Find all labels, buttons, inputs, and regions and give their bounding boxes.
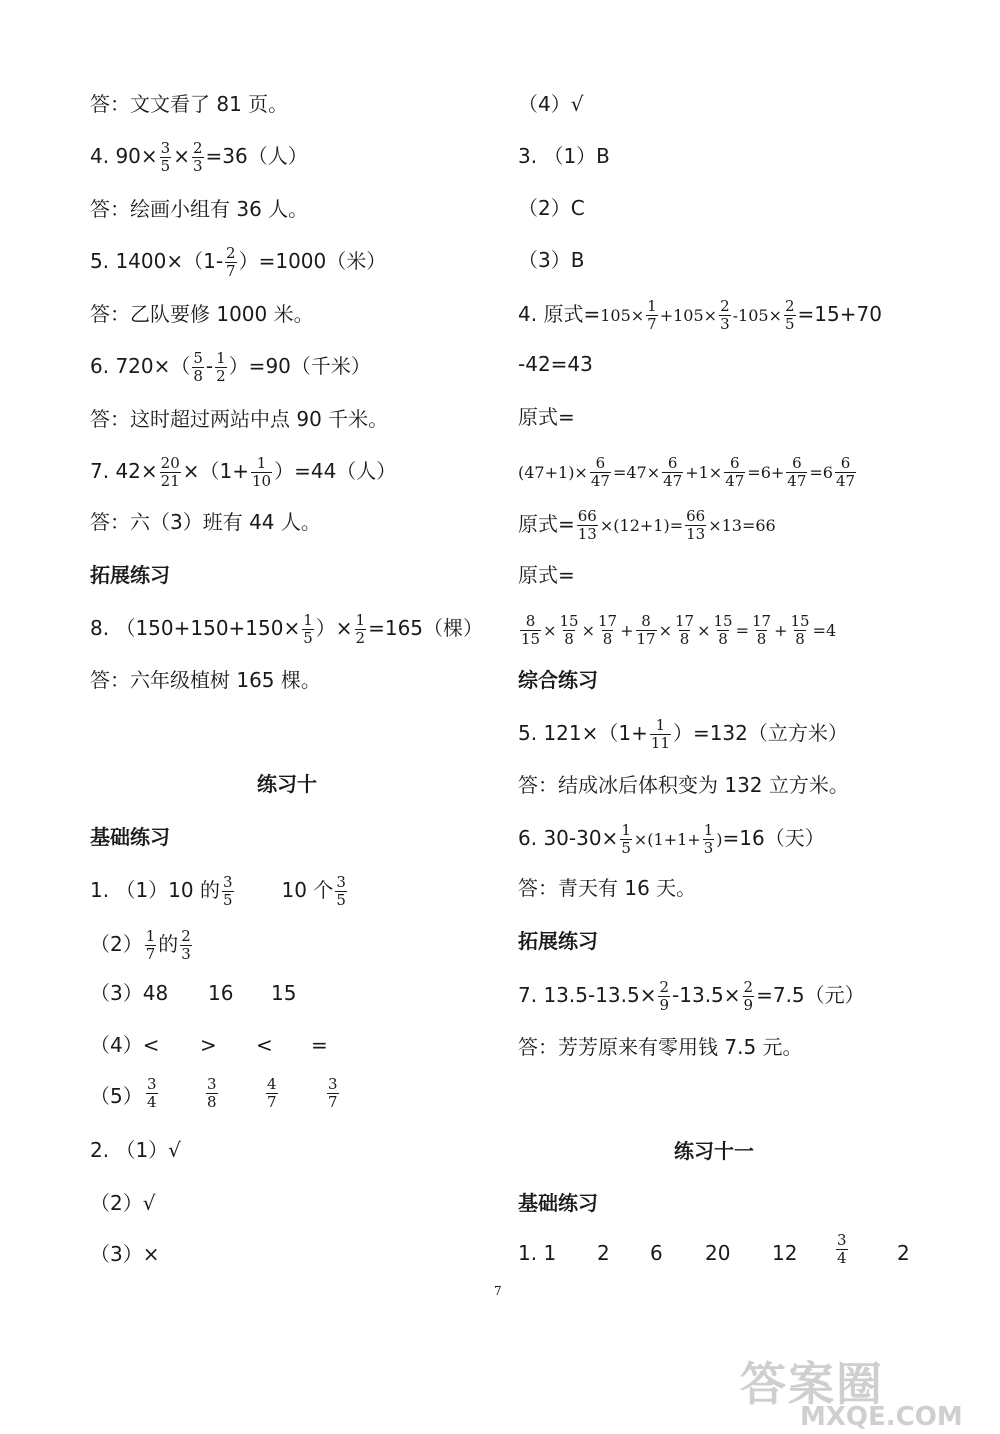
fraction: $\frac{66}{13}$ xyxy=(577,507,597,543)
equation-line: 8. （150+150+150× $\frac{1}{5}$ ）× $\frac{1}{2}$ =165（棵） xyxy=(90,611,484,647)
question-value: 12 xyxy=(772,1241,798,1265)
answer-line: 答：绘画小组有 36 人。 xyxy=(90,197,309,221)
answer-line: 3. （1）B xyxy=(518,144,610,168)
answer-line: 答：六（3）班有 44 人。 xyxy=(90,510,321,534)
fraction: $\frac{2}{9}$ xyxy=(743,978,754,1014)
equation-line: 原式= xyxy=(518,405,575,429)
equation-line: 4. 90× $\frac{3}{5}$ × $\frac{2}{3}$ =36（人） xyxy=(90,139,308,175)
answer-line: 答：这时超过两站中点 90 千米。 xyxy=(90,407,389,431)
question-line: 2. （1）√ xyxy=(90,1138,181,1162)
fraction: $\frac{6}{47}$ xyxy=(590,454,610,490)
fraction: $\frac{20}{21}$ xyxy=(160,454,180,490)
answer-line: 答：六年级植树 165 棵。 xyxy=(90,668,321,692)
answer-line: （2）C xyxy=(518,196,585,220)
equation-line: 5. 1400×（1- $\frac{2}{7}$ ）=1000（米） xyxy=(90,244,387,280)
answer-line: 答：青天有 16 天。 xyxy=(518,876,697,900)
equation-line: 6. 720×（ $\frac{5}{8}$ - $\frac{1}{2}$ ）=90（千米） xyxy=(90,349,371,385)
fraction: $\frac{1}{5}$ xyxy=(303,611,313,647)
chapter-title: 练习十 xyxy=(257,772,317,796)
fraction: $\frac{3}{5}$ xyxy=(160,139,171,175)
answer-line: 答：文文看了 81 页。 xyxy=(90,92,289,116)
fraction: $\frac{2}{3}$ xyxy=(181,927,191,963)
answer-line: 答：结成冰后体积变为 132 立方米。 xyxy=(518,773,849,797)
equation-line: 7. 42× $\frac{20}{21}$ ×（1+ $\frac{1}{10}$ ）=44（人） xyxy=(90,454,397,490)
fraction: $\frac{3}{8}$ xyxy=(207,1075,217,1111)
question-value: = xyxy=(311,1033,328,1057)
question-value: 16 xyxy=(208,981,234,1005)
fraction: $\frac{3}{4}$ xyxy=(147,1075,157,1111)
fraction: $\frac{2}{3}$ xyxy=(192,139,203,175)
question-value: 20 xyxy=(705,1241,731,1265)
answer-line: 答：芳芳原来有零用钱 7.5 元。 xyxy=(518,1035,803,1059)
question-value: 2 xyxy=(597,1241,610,1265)
question-line: （4）< xyxy=(90,1033,160,1057)
watermark-logo: 答案圈 xyxy=(740,1357,884,1411)
equation-line: -42=43 xyxy=(518,352,593,376)
question-line: （3）× xyxy=(90,1242,160,1266)
fraction: $\frac{66}{13}$ xyxy=(686,507,706,543)
question-value: > xyxy=(200,1033,217,1057)
fraction: $\frac{1}{2}$ xyxy=(216,349,226,385)
section-heading: 拓展练习 xyxy=(518,929,598,953)
question-line: （3）48 xyxy=(90,981,169,1005)
fraction: $\frac{5}{8}$ xyxy=(193,349,203,385)
fraction: $\frac{1}{7}$ xyxy=(647,297,657,333)
fraction: $\frac{2}{5}$ xyxy=(784,297,795,333)
answer-line: 答：乙队要修 1000 米。 xyxy=(90,302,314,326)
question-value: 6 xyxy=(650,1241,663,1265)
fraction: $\frac{6}{47}$ xyxy=(835,454,856,490)
equation-line: 原式= xyxy=(518,563,575,587)
chapter-title: 练习十一 xyxy=(674,1139,754,1163)
fraction: $\frac{1}{7}$ xyxy=(145,927,156,963)
equation-line: $\frac{8}{15}$ × $\frac{15}{8}$ × $\frac{17}{8}$ + $\frac{8}{17}$ × $\frac{17}{8}$ × $\frac{15}{8}$ = $\frac{17}{8}$ + $\frac{15}{8}$ =4 xyxy=(521,612,837,648)
answer-line: （3）B xyxy=(518,248,585,272)
question-value: 2 xyxy=(897,1241,910,1265)
fraction: $\frac{1}{2}$ xyxy=(355,611,366,647)
equation-line: 原式= $\frac{66}{13}$ ×(12+1)= $\frac{66}{13}$ ×13=66 xyxy=(518,507,776,543)
equation-line: (47+1)× $\frac{6}{47}$ =47× $\frac{6}{47}$ +1× $\frac{6}{47}$ =6+ $\frac{6}{47}$ =6 $\frac{6}{47}$ xyxy=(518,454,856,490)
fraction: $\frac{6}{47}$ xyxy=(787,454,807,490)
equation-line: 6. 30-30× $\frac{1}{5}$ ×(1+1+ $\frac{1}{3}$ )=16（天） xyxy=(518,821,825,857)
page-number: 7 xyxy=(494,1284,502,1298)
fraction: $\frac{4}{7}$ xyxy=(267,1075,277,1111)
question-line: （2） $\frac{1}{7}$ 的 $\frac{2}{3}$ xyxy=(90,927,191,963)
fraction: $\frac{3}{5}$ xyxy=(222,873,233,909)
question-line: （5） xyxy=(90,1084,143,1108)
equation-line: 7. 13.5-13.5× $\frac{2}{9}$ -13.5× $\frac{2}{9}$ =7.5（元） xyxy=(518,978,865,1014)
fraction: $\frac{3}{4}$ xyxy=(837,1231,847,1267)
fraction: $\frac{3}{7}$ xyxy=(328,1075,338,1111)
fraction: $\frac{1}{10}$ xyxy=(252,454,272,490)
watermark-url: MXQE.COM xyxy=(800,1402,963,1432)
question-value: 15 xyxy=(271,981,297,1005)
fraction: $\frac{2}{3}$ xyxy=(720,297,730,333)
fraction: $\frac{1}{11}$ xyxy=(650,716,670,752)
fraction: $\frac{1}{5}$ xyxy=(621,821,631,857)
fraction: $\frac{1}{3}$ xyxy=(703,821,714,857)
fraction: $\frac{2}{7}$ xyxy=(226,244,236,280)
fraction: $\frac{6}{47}$ xyxy=(725,454,745,490)
equation-line: 4. 原式=105× $\frac{1}{7}$ +105× $\frac{2}{3}$ -105× $\frac{2}{5}$ =15+70 xyxy=(518,297,882,333)
fraction: $\frac{2}{9}$ xyxy=(659,978,670,1014)
question-value: < xyxy=(256,1033,273,1057)
section-heading: 综合练习 xyxy=(518,668,598,692)
section-heading: 基础练习 xyxy=(90,825,170,849)
fraction: $\frac{3}{5}$ xyxy=(336,873,346,909)
equation-line: 5. 121×（1+ $\frac{1}{11}$ ）=132（立方米） xyxy=(518,716,848,752)
question-line: 1. 1 xyxy=(518,1241,557,1265)
answer-line: （4）√ xyxy=(518,92,584,116)
section-heading: 拓展练习 xyxy=(90,563,170,587)
question-line: （2）√ xyxy=(90,1191,156,1215)
fraction: $\frac{6}{47}$ xyxy=(663,454,683,490)
question-line: 1. （1）10 的 $\frac{3}{5}$ 10 个 $\frac{3}{5}$ xyxy=(90,873,346,909)
section-heading: 基础练习 xyxy=(518,1191,598,1215)
